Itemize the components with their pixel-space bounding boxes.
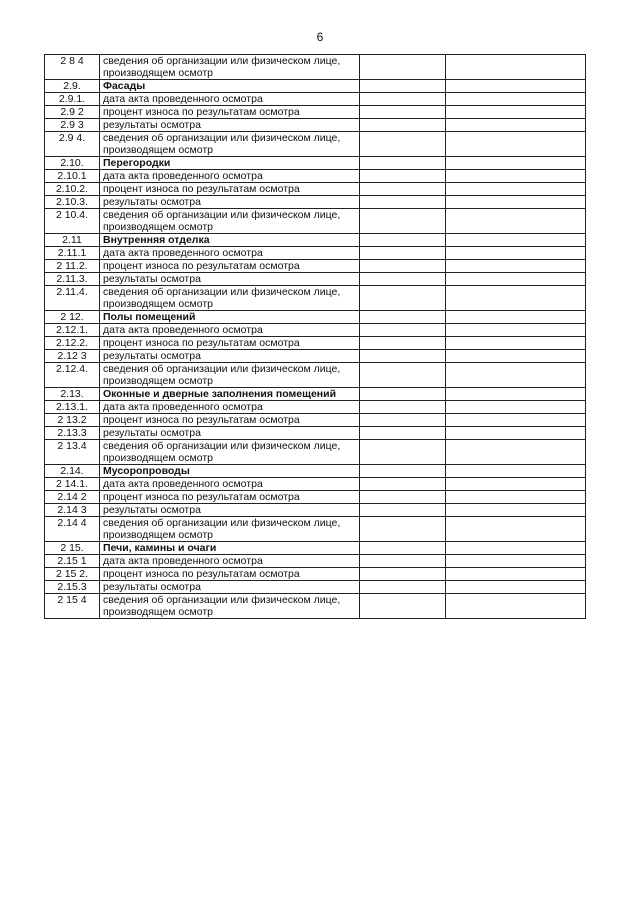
empty-value-cell	[360, 234, 446, 247]
table-row	[45, 337, 586, 350]
empty-note-cell	[446, 440, 586, 465]
item-description-cell: сведения об организации или физическом лице, производящем осмотр	[100, 363, 360, 388]
empty-value-cell	[360, 324, 446, 337]
empty-note-cell	[446, 55, 586, 80]
empty-value-cell	[360, 555, 446, 568]
item-number-cell: 2.10.	[45, 157, 100, 170]
section-header-row	[45, 80, 586, 93]
table-body	[45, 55, 586, 619]
section-title-cell: Перегородки	[100, 157, 360, 170]
empty-note-cell	[446, 286, 586, 311]
empty-note-cell	[446, 337, 586, 350]
section-title-cell: Оконные и дверные заполнения помещений	[100, 388, 360, 401]
empty-value-cell	[360, 581, 446, 594]
item-description-cell: дата акта проведенного осмотра	[100, 555, 360, 568]
item-number-cell: 2.9 4.	[45, 132, 100, 157]
item-number-cell: 2.9 3	[45, 119, 100, 132]
item-number-cell: 2.14 2	[45, 491, 100, 504]
empty-value-cell	[360, 157, 446, 170]
section-title-cell: Внутренняя отделка	[100, 234, 360, 247]
empty-note-cell	[446, 491, 586, 504]
item-description-cell: дата акта проведенного осмотра	[100, 93, 360, 106]
empty-note-cell	[446, 273, 586, 286]
item-number-cell: 2.9.	[45, 80, 100, 93]
section-title-cell: Полы помещений	[100, 311, 360, 324]
table-row	[45, 568, 586, 581]
empty-value-cell	[360, 465, 446, 478]
item-number-cell: 2.13.3	[45, 427, 100, 440]
empty-value-cell	[360, 247, 446, 260]
empty-note-cell	[446, 542, 586, 555]
item-description-cell: дата акта проведенного осмотра	[100, 324, 360, 337]
empty-note-cell	[446, 119, 586, 132]
table-row	[45, 132, 586, 157]
empty-value-cell	[360, 440, 446, 465]
table-row	[45, 504, 586, 517]
empty-note-cell	[446, 106, 586, 119]
item-number-cell: 2.12.2.	[45, 337, 100, 350]
section-title-cell: Фасады	[100, 80, 360, 93]
empty-note-cell	[446, 568, 586, 581]
table-row	[45, 478, 586, 491]
item-number-cell: 2.11	[45, 234, 100, 247]
empty-note-cell	[446, 183, 586, 196]
table-row	[45, 196, 586, 209]
table-row	[45, 119, 586, 132]
item-description-cell: сведения об организации или физическом лице, производящем осмотр	[100, 132, 360, 157]
item-number-cell: 2.15 1	[45, 555, 100, 568]
empty-value-cell	[360, 594, 446, 619]
table-row	[45, 93, 586, 106]
table-row	[45, 260, 586, 273]
empty-note-cell	[446, 465, 586, 478]
empty-note-cell	[446, 517, 586, 542]
item-description-cell: сведения об организации или физическом лице, производящем осмотр	[100, 594, 360, 619]
empty-value-cell	[360, 209, 446, 234]
item-description-cell: сведения об организации или физическом лице, производящем осмотр	[100, 517, 360, 542]
item-number-cell: 2.9.1.	[45, 93, 100, 106]
item-number-cell: 2.11.1	[45, 247, 100, 260]
item-description-cell: результаты осмотра	[100, 504, 360, 517]
item-description-cell: процент износа по результатам осмотра	[100, 183, 360, 196]
item-description-cell: результаты осмотра	[100, 119, 360, 132]
empty-note-cell	[446, 157, 586, 170]
section-title-cell: Мусоропроводы	[100, 465, 360, 478]
inspection-table	[44, 54, 586, 619]
empty-note-cell	[446, 555, 586, 568]
table-row	[45, 363, 586, 388]
item-number-cell: 2.14.	[45, 465, 100, 478]
section-header-row	[45, 465, 586, 478]
item-description-cell: процент износа по результатам осмотра	[100, 260, 360, 273]
section-header-row	[45, 388, 586, 401]
table-row	[45, 55, 586, 80]
table-row	[45, 440, 586, 465]
item-number-cell: 2.13.1.	[45, 401, 100, 414]
empty-note-cell	[446, 478, 586, 491]
item-description-cell: результаты осмотра	[100, 581, 360, 594]
item-number-cell: 2.14 3	[45, 504, 100, 517]
table-row	[45, 427, 586, 440]
item-number-cell: 2 13.2	[45, 414, 100, 427]
item-number-cell: 2 15.	[45, 542, 100, 555]
empty-note-cell	[446, 311, 586, 324]
empty-value-cell	[360, 504, 446, 517]
item-number-cell: 2.13.	[45, 388, 100, 401]
empty-note-cell	[446, 170, 586, 183]
item-number-cell: 2.10.3.	[45, 196, 100, 209]
item-number-cell: 2 13.4	[45, 440, 100, 465]
empty-note-cell	[446, 414, 586, 427]
table-row	[45, 209, 586, 234]
item-number-cell: 2.12.4.	[45, 363, 100, 388]
empty-note-cell	[446, 324, 586, 337]
item-number-cell: 2 10.4.	[45, 209, 100, 234]
empty-value-cell	[360, 93, 446, 106]
item-description-cell: дата акта проведенного осмотра	[100, 401, 360, 414]
table-row	[45, 581, 586, 594]
empty-value-cell	[360, 414, 446, 427]
item-description-cell: процент износа по результатам осмотра	[100, 568, 360, 581]
table-row	[45, 414, 586, 427]
item-description-cell: дата акта проведенного осмотра	[100, 478, 360, 491]
empty-note-cell	[446, 504, 586, 517]
table-row	[45, 106, 586, 119]
empty-value-cell	[360, 388, 446, 401]
empty-value-cell	[360, 183, 446, 196]
table-row	[45, 555, 586, 568]
empty-value-cell	[360, 311, 446, 324]
item-description-cell: сведения об организации или физическом лице, производящем осмотр	[100, 286, 360, 311]
item-description-cell: результаты осмотра	[100, 196, 360, 209]
empty-value-cell	[360, 478, 446, 491]
item-description-cell: сведения об организации или физическом лице, производящем осмотр	[100, 55, 360, 80]
item-number-cell: 2 15 2.	[45, 568, 100, 581]
empty-value-cell	[360, 273, 446, 286]
table-row	[45, 324, 586, 337]
empty-value-cell	[360, 542, 446, 555]
item-number-cell: 2 11.2.	[45, 260, 100, 273]
item-number-cell: 2.15.3	[45, 581, 100, 594]
section-header-row	[45, 542, 586, 555]
empty-value-cell	[360, 170, 446, 183]
table-row	[45, 247, 586, 260]
empty-note-cell	[446, 350, 586, 363]
empty-value-cell	[360, 363, 446, 388]
empty-value-cell	[360, 337, 446, 350]
item-description-cell: процент износа по результатам осмотра	[100, 414, 360, 427]
item-number-cell: 2.10.1	[45, 170, 100, 183]
item-number-cell: 2.14 4	[45, 517, 100, 542]
table-row	[45, 350, 586, 363]
empty-note-cell	[446, 581, 586, 594]
empty-value-cell	[360, 132, 446, 157]
section-title-cell: Печи, камины и очаги	[100, 542, 360, 555]
table-row	[45, 286, 586, 311]
item-number-cell: 2 14.1.	[45, 478, 100, 491]
item-number-cell: 2.12.1.	[45, 324, 100, 337]
empty-note-cell	[446, 80, 586, 93]
empty-note-cell	[446, 260, 586, 273]
empty-note-cell	[446, 209, 586, 234]
empty-value-cell	[360, 401, 446, 414]
item-number-cell: 2 15 4	[45, 594, 100, 619]
empty-value-cell	[360, 119, 446, 132]
empty-note-cell	[446, 363, 586, 388]
item-description-cell: процент износа по результатам осмотра	[100, 337, 360, 350]
empty-note-cell	[446, 388, 586, 401]
section-header-row	[45, 311, 586, 324]
empty-note-cell	[446, 93, 586, 106]
item-number-cell: 2.9 2	[45, 106, 100, 119]
empty-note-cell	[446, 234, 586, 247]
item-description-cell: дата акта проведенного осмотра	[100, 247, 360, 260]
empty-note-cell	[446, 247, 586, 260]
section-header-row	[45, 234, 586, 247]
empty-value-cell	[360, 491, 446, 504]
item-number-cell: 2.10.2.	[45, 183, 100, 196]
item-number-cell: 2 12.	[45, 311, 100, 324]
item-description-cell: результаты осмотра	[100, 427, 360, 440]
empty-note-cell	[446, 132, 586, 157]
item-description-cell: результаты осмотра	[100, 273, 360, 286]
empty-value-cell	[360, 286, 446, 311]
table-row	[45, 491, 586, 504]
item-description-cell: результаты осмотра	[100, 350, 360, 363]
empty-value-cell	[360, 350, 446, 363]
item-description-cell: процент износа по результатам осмотра	[100, 106, 360, 119]
item-number-cell: 2 8 4	[45, 55, 100, 80]
section-header-row	[45, 157, 586, 170]
empty-note-cell	[446, 594, 586, 619]
item-number-cell: 2.11.3.	[45, 273, 100, 286]
item-description-cell: процент износа по результатам осмотра	[100, 491, 360, 504]
table-row	[45, 183, 586, 196]
page-number: 6	[316, 30, 324, 44]
empty-value-cell	[360, 55, 446, 80]
empty-note-cell	[446, 196, 586, 209]
table-row	[45, 401, 586, 414]
item-description-cell: сведения об организации или физическом лице, производящем осмотр	[100, 209, 360, 234]
empty-note-cell	[446, 427, 586, 440]
empty-value-cell	[360, 517, 446, 542]
item-number-cell: 2.11.4.	[45, 286, 100, 311]
empty-value-cell	[360, 568, 446, 581]
empty-value-cell	[360, 106, 446, 119]
item-description-cell: дата акта проведенного осмотра	[100, 170, 360, 183]
table-row	[45, 273, 586, 286]
table-row	[45, 594, 586, 619]
empty-value-cell	[360, 196, 446, 209]
empty-note-cell	[446, 401, 586, 414]
empty-value-cell	[360, 80, 446, 93]
table-row	[45, 517, 586, 542]
empty-value-cell	[360, 427, 446, 440]
item-number-cell: 2.12 3	[45, 350, 100, 363]
empty-value-cell	[360, 260, 446, 273]
table-row	[45, 170, 586, 183]
item-description-cell: сведения об организации или физическом лице, производящем осмотр	[100, 440, 360, 465]
